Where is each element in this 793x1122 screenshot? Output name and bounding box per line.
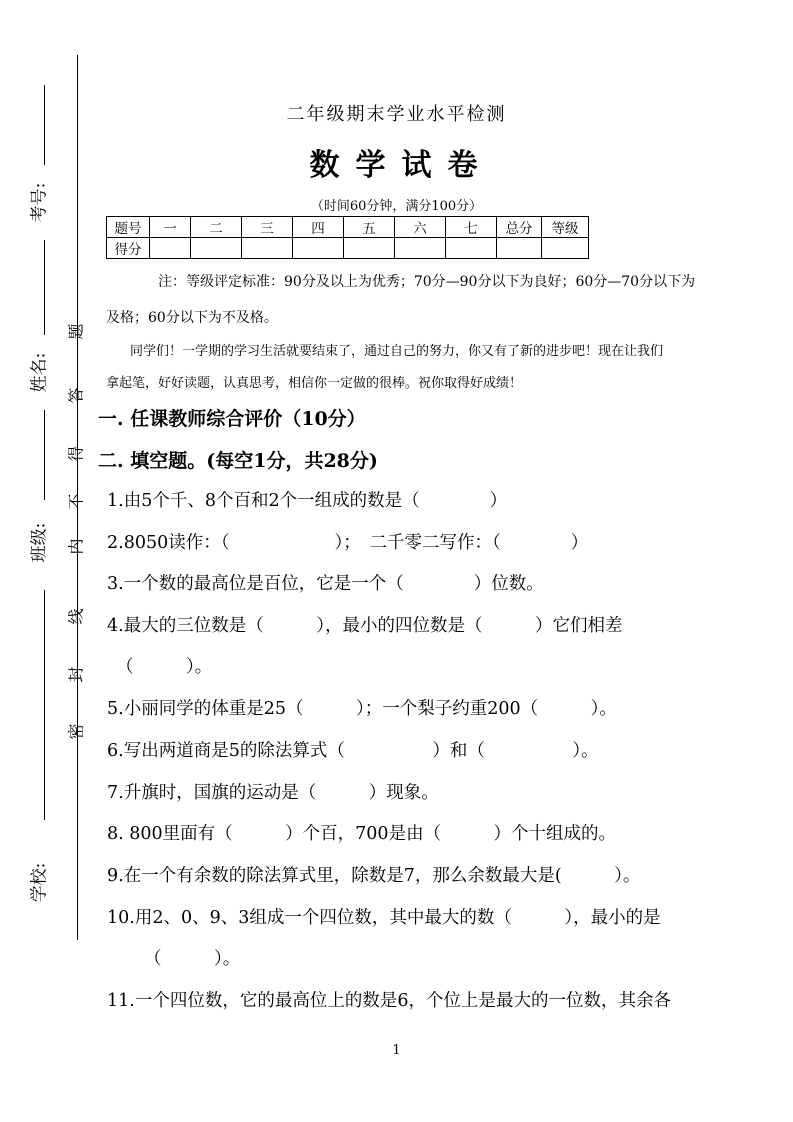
seal-char-2: 答 [66,387,86,404]
intro-line-2: 拿起笔，好好读题，认真思考，相信你一定做的很棒。祝你取得好成绩！ [106,376,523,391]
score-table-header-row [107,217,589,238]
seal-char-8: 密 [66,723,86,740]
seal-char-6: 线 [66,608,86,625]
question-4: 4.最大的三位数是（ ），最小的四位数是（ ）它们相差 [107,616,623,636]
score-input-3[interactable] [242,238,293,259]
grading-note-line-2: 及格；60分以下为不及格。 [106,310,278,326]
question-9: 9.在一个有余数的除法算式里，除数是7，那么余数最大是( ）。 [107,866,641,886]
question-11: 11.一个四位数，它的最高位上的数是6，个位上是最大的一位数，其余各 [107,991,671,1011]
score-cell-2: 二 [191,217,242,238]
exam-number-label: 考号: [29,182,50,223]
score-cell-6: 六 [395,217,446,238]
seal-char-5: 内 [66,538,86,555]
score-row-label: 得分 [107,238,150,259]
score-input-4[interactable] [293,238,344,259]
score-cell-5: 五 [344,217,395,238]
name-label: 姓名: [29,352,50,393]
score-cell-label: 题号 [107,217,150,238]
time-note: （时间60分钟，满分100分） [310,199,483,214]
school-label: 学校: [29,862,50,903]
seg-4 [44,410,45,500]
score-input-6[interactable] [395,238,446,259]
score-input-2[interactable] [191,238,242,259]
seg-3 [44,285,45,335]
question-2: 2.8050读作：（ ）； 二千零二写作：（ ） [107,533,589,553]
page-number: 1 [392,1043,401,1058]
seal-char-3: 得 [66,445,86,462]
score-cell-total: 总分 [497,217,542,238]
question-6: 6.写出两道商是5的除法算式（ ）和（ ）。 [107,741,599,761]
score-cell-4: 四 [293,217,344,238]
question-7: 7.升旗时，国旗的运动是（ ）现象。 [107,783,439,803]
section-2-heading: 二. 填空题。(每空1分，共28分) [98,450,378,472]
score-table [106,216,589,259]
seal-char-4: 不 [66,493,86,510]
question-1: 1.由5个千、8个百和2个一组成的数是（ ） [107,491,508,511]
class-label: 班级: [29,522,50,563]
score-cell-7: 七 [446,217,497,238]
seal-char-1: 题 [66,323,86,340]
intro-line-1: 同学们！一学期的学习生活就要结束了，通过自己的努力，你又有了新的进步吧！现在让我们 [130,344,664,359]
seg-5 [44,590,45,820]
question-10-continued: （ ）。 [144,949,241,969]
score-input-grade[interactable] [542,238,589,259]
score-cell-3: 三 [242,217,293,238]
question-4-continued: （ ）。 [116,657,213,677]
exam-title: 数学试卷 [309,148,494,183]
score-cell-grade: 等级 [542,217,589,238]
score-input-5[interactable] [344,238,395,259]
seal-char-7: 封 [66,666,86,683]
question-10: 10.用2、0、9、3组成一个四位数，其中最大的数（ ），最小的是 [107,908,661,928]
question-8: 8. 800里面有（ ）个百，700是由（ ）个十组成的。 [107,824,617,844]
section-1-heading: 一. 任课教师综合评价（10分） [98,408,366,430]
score-cell-1: 一 [150,217,191,238]
score-table-score-row [107,238,589,259]
exam-subtitle: 二年级期末学业水平检测 [286,104,507,125]
question-3: 3.一个数的最高位是百位，它是一个（ ）位数。 [107,574,544,594]
score-input-total[interactable] [497,238,542,259]
grading-note-line-1: 注：等级评定标准：90分及以上为优秀；70分—90分以下为良好；60分—70分以下为 [158,274,696,290]
question-5: 5.小丽同学的体重是25（ ）；一个梨子约重200（ ）。 [107,699,617,719]
score-input-7[interactable] [446,238,497,259]
score-input-1[interactable] [150,238,191,259]
